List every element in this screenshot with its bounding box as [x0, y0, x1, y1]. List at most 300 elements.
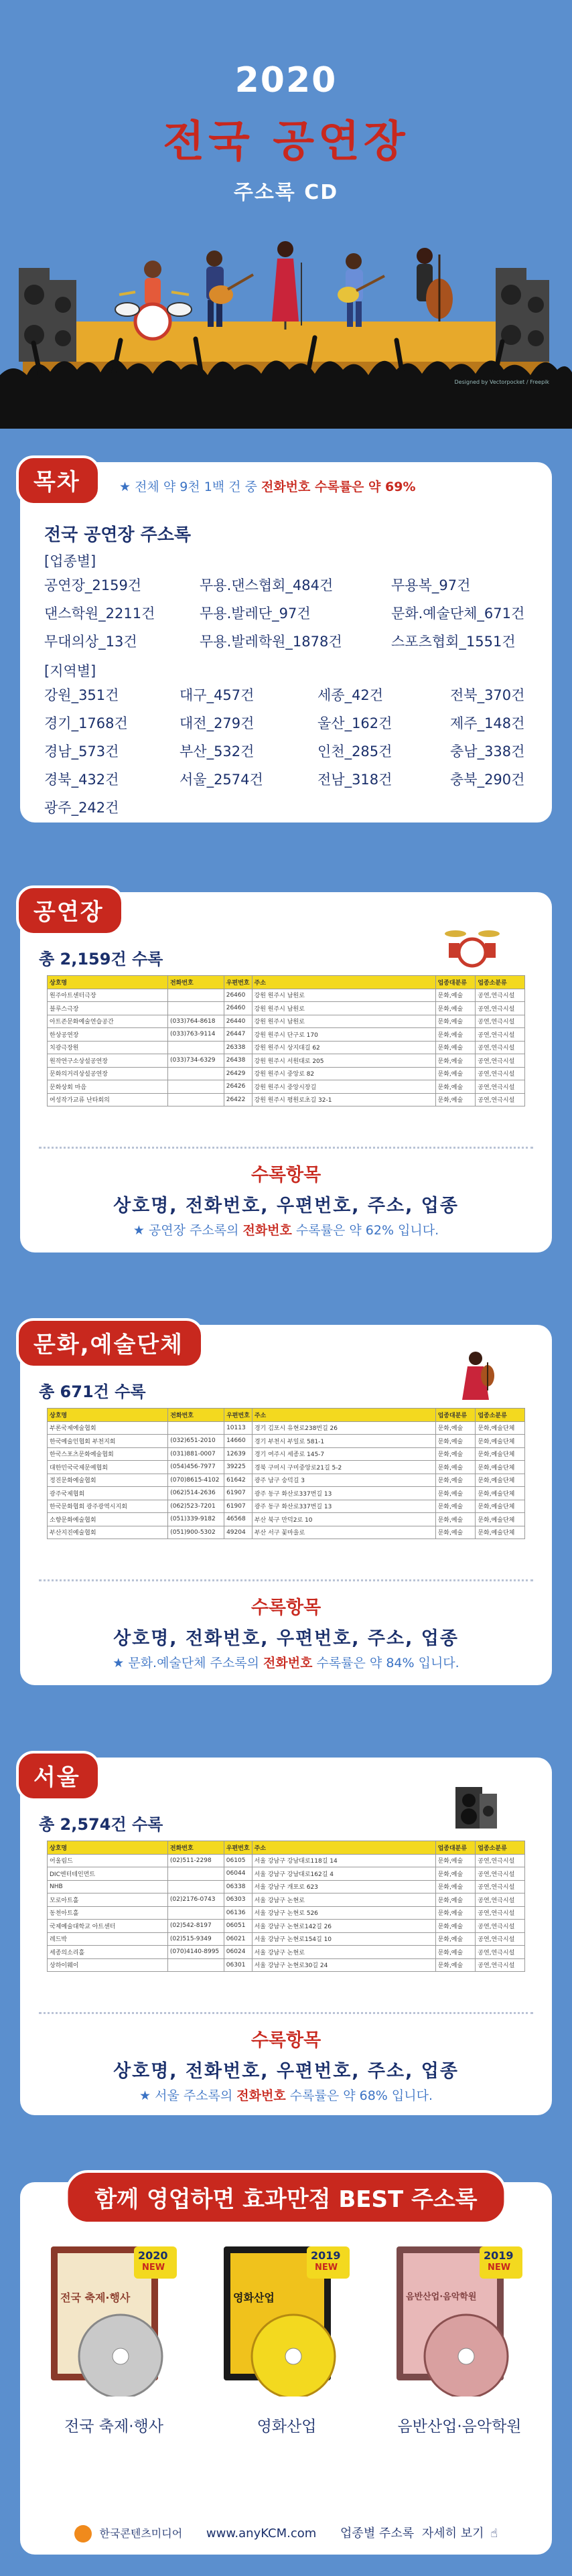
table-cell: 서울 강남구 논현로 526 — [252, 1906, 435, 1920]
toc-type-item: 무대의상_13건 — [44, 634, 137, 650]
table-cell: 공연,연극시설 — [476, 1067, 525, 1080]
table-cell — [167, 1880, 224, 1893]
table-header-row — [48, 1409, 525, 1422]
table-cell — [167, 1041, 224, 1054]
table-cell: 동천아트홀 — [48, 1906, 168, 1920]
table-cell: 문화,예술단체 — [476, 1421, 525, 1435]
product-label: 음반산업·음악학원 — [397, 2418, 522, 2435]
table-cell: 26438 — [224, 1054, 252, 1068]
table-cell: 문화,예술 — [435, 1920, 476, 1933]
table-cell: 49204 — [224, 1526, 253, 1539]
table-cell: 문화의거리상설공연장 — [48, 1067, 168, 1080]
col-header: 업종소분류 — [476, 1841, 525, 1855]
toc-section — [20, 462, 552, 822]
section-tag: 공연장 — [16, 885, 124, 936]
table-cell: 문화,예술단체 — [476, 1500, 525, 1513]
table-cell: 부론국제예술협회 — [48, 1421, 168, 1435]
col-header: 업종소분류 — [476, 976, 525, 989]
table-cell: 공연,연극시설 — [476, 1028, 525, 1042]
toc-region-item: 울산_162건 — [317, 715, 392, 731]
table-cell: 문화,예술 — [435, 989, 476, 1002]
table-cell: 부산 북구 만덕2로 10 — [252, 1513, 435, 1526]
toc-region-item: 제주_148건 — [450, 715, 525, 731]
speaker-icon — [453, 1784, 500, 1831]
table-cell: 문화,예술 — [435, 1002, 476, 1015]
toc-region-item: 강원_351건 — [44, 687, 119, 703]
table-cell: (02)511-2298 — [167, 1854, 224, 1867]
table-row — [48, 1946, 525, 1959]
table-cell: NHB — [48, 1880, 168, 1893]
table-row — [48, 1487, 525, 1500]
toc-region-item: 충남_338건 — [450, 743, 525, 760]
table-cell: 부산 서구 꽃마을로 — [252, 1526, 435, 1539]
col-header: 업종대분류 — [435, 1841, 476, 1855]
product-card[interactable] — [392, 2242, 526, 2396]
table-cell: 문화,예술 — [435, 1421, 476, 1435]
drum-set-icon — [442, 922, 502, 969]
table-row — [48, 1474, 525, 1487]
table-cell: 원작연구소상설공연장 — [48, 1054, 168, 1068]
table-cell: 공연,연극시설 — [476, 1946, 525, 1959]
col-header: 우편번호 — [224, 976, 252, 989]
note-text: 수록률은 약 68% 입니다. — [285, 2088, 433, 2103]
table-row — [48, 1447, 525, 1461]
toc-tag: 목차 — [16, 455, 100, 506]
toc-type-item: 무용.댄스협회_484건 — [200, 577, 334, 593]
table-row — [48, 1854, 525, 1867]
product-cover-title: 음반산업·음악학원 — [406, 2292, 477, 2302]
toc-region-item: 서울_2574건 — [180, 772, 263, 788]
table-cell: 06051 — [224, 1920, 252, 1933]
toc-type-item: 댄스학원_2211건 — [44, 605, 155, 622]
table-cell: 강원 원주시 남원로 — [252, 989, 435, 1002]
table-cell — [167, 989, 224, 1002]
table-cell: 문화,예술 — [435, 1893, 476, 1907]
table-cell: 공연,연극시설 — [476, 1093, 525, 1106]
table-cell: 광주국제협회 — [48, 1487, 168, 1500]
table-row — [48, 1500, 525, 1513]
table-cell: 강원 원주시 중앙시장길 — [252, 1080, 435, 1094]
col-header: 전화번호 — [168, 1409, 224, 1422]
table-cell: (070)8615-4102 — [168, 1474, 224, 1487]
hero-banner — [0, 0, 572, 429]
toc-region-item: 인천_285건 — [317, 743, 392, 760]
table-cell — [167, 1906, 224, 1920]
section-tag: 문화,예술단체 — [16, 1318, 204, 1368]
table-cell: 공연,연극시설 — [476, 1932, 525, 1946]
details-link[interactable]: 자세히 보기 — [421, 2526, 484, 2541]
table-row — [48, 1093, 525, 1106]
product-card[interactable] — [220, 2242, 354, 2396]
items-title: 수록항목 — [251, 2030, 321, 2051]
best-banner: 함께 영업하면 효과만점 BEST 주소록 — [65, 2170, 506, 2224]
table-cell: 10113 — [224, 1421, 253, 1435]
table-cell: 경북 구미시 구미중앙로21길 5-2 — [252, 1461, 435, 1474]
toc-region-item: 세종_42건 — [317, 687, 384, 703]
toc-region-item: 경기_1768건 — [44, 715, 128, 731]
table-cell: 강원 원주시 남원로 — [252, 1002, 435, 1015]
items-note — [20, 1220, 552, 1238]
section-venues — [20, 892, 552, 1253]
toc-type-item: 공연장_2159건 — [44, 577, 142, 593]
table-cell: 문화,예술 — [435, 1932, 476, 1946]
col-header: 전화번호 — [167, 976, 224, 989]
section-count: 총 2,574건 수록 — [39, 1815, 163, 1834]
table-cell: 문화,예술단체 — [476, 1435, 525, 1448]
hero-subtitle: 주소록 CD — [233, 181, 339, 204]
footer — [20, 2524, 552, 2543]
table-cell: 서울 강남구 강남대로162길 4 — [252, 1867, 435, 1881]
table-cell: 치광극장원 — [48, 1041, 168, 1054]
table-cell: 경기 부천시 부일로 581-1 — [252, 1435, 435, 1448]
note-text: 수록률은 약 62% 입니다. — [291, 1223, 439, 1238]
table-cell: 06301 — [224, 1958, 252, 1972]
section-arts-groups — [20, 1325, 552, 1685]
table-cell: 문화,예술 — [435, 1080, 476, 1094]
table-cell: 26429 — [224, 1067, 252, 1080]
section-tag: 서울 — [16, 1751, 100, 1801]
table-cell: (051)339-9182 — [168, 1513, 224, 1526]
note-text: 수록률은 약 84% 입니다. — [312, 1656, 459, 1670]
table-cell: (070)4140-8995 — [167, 1946, 224, 1959]
table-cell: 06105 — [224, 1854, 252, 1867]
table-cell: (033)734-6329 — [167, 1054, 224, 1068]
table-cell: 46568 — [224, 1513, 253, 1526]
items-list: 상호명, 전화번호, 우편번호, 주소, 업종 — [113, 2061, 459, 2082]
table-row — [48, 1880, 525, 1893]
table-cell: (031)881-0007 — [168, 1447, 224, 1461]
table-cell: 원주아트센터극장 — [48, 989, 168, 1002]
toc-region-item: 대구_457건 — [180, 687, 255, 703]
table-cell: 공연,연극시설 — [476, 1880, 525, 1893]
table-cell: 문화,예술 — [435, 1880, 476, 1893]
table-row — [48, 1867, 525, 1881]
col-header: 주소 — [252, 1409, 435, 1422]
toc-type-grid — [44, 575, 565, 651]
toc-note-bold: 전화번호 수록률은 약 69% — [261, 480, 416, 494]
hero-year: 2020 — [234, 60, 338, 100]
table-cell: 한국예술인협회 부천지회 — [48, 1435, 168, 1448]
table-cell — [168, 1421, 224, 1435]
divider — [39, 2012, 533, 2014]
table-cell: 06021 — [224, 1932, 252, 1946]
product-label: 전국 축제·행사 — [64, 2418, 163, 2435]
table-cell: 문화,예술단체 — [476, 1474, 525, 1487]
table-cell: 광주 동구 화산로337번길 13 — [252, 1500, 435, 1513]
table-cell: (033)763-9114 — [167, 1028, 224, 1042]
col-header: 상호명 — [48, 976, 168, 989]
table-cell: 강원 원주시 남원로 — [252, 1015, 435, 1028]
table-cell: 공연,연극시설 — [476, 1854, 525, 1867]
table-row — [48, 1958, 525, 1972]
table-cell: (062)514-2636 — [168, 1487, 224, 1500]
table-cell: 문화,예술 — [435, 1093, 476, 1106]
toc-region-item: 전북_370건 — [450, 687, 525, 703]
table-cell: 레드박 — [48, 1932, 168, 1946]
table-row — [48, 1041, 525, 1054]
table-cell: 공연,연극시설 — [476, 989, 525, 1002]
toc-type-item: 무용.발레학원_1878건 — [200, 634, 342, 650]
table-cell: (02)2176-0743 — [167, 1893, 224, 1907]
table-cell — [167, 1093, 224, 1106]
table-cell: 서울 강남구 논현로142길 26 — [252, 1920, 435, 1933]
table-cell: 문화상회 마음 — [48, 1080, 168, 1094]
table-cell: (032)651-2010 — [168, 1435, 224, 1448]
product-badge: NEW — [488, 2263, 511, 2273]
table-cell: 상하이웨이 — [48, 1958, 168, 1972]
table-header-row — [48, 1841, 525, 1855]
table-cell: 61907 — [224, 1487, 253, 1500]
toc-title: 전국 공연장 주소록 — [44, 525, 192, 545]
table-cell: 61642 — [224, 1474, 253, 1487]
table-header-row — [48, 976, 525, 989]
note-highlight: 전화번호 — [242, 1223, 292, 1238]
table-cell: 문화,예술 — [435, 1435, 476, 1448]
table-row — [48, 1526, 525, 1539]
table-cell: 부산지진예술협회 — [48, 1526, 168, 1539]
table-row — [48, 1435, 525, 1448]
col-header: 업종대분류 — [435, 1409, 476, 1422]
product-cover-title: 전국 축제·행사 — [60, 2291, 131, 2304]
product-year: 2019 — [484, 2249, 514, 2262]
table-cell: (02)542-8197 — [167, 1920, 224, 1933]
table-cell: 문화,예술단체 — [476, 1526, 525, 1539]
table-cell: 06303 — [224, 1893, 252, 1907]
table-cell: 정진문화예술협회 — [48, 1474, 168, 1487]
table-cell: 서울 강남구 개포로 623 — [252, 1880, 435, 1893]
toc-note — [119, 477, 415, 495]
table-cell: 문화,예술 — [435, 1028, 476, 1042]
table-cell: 서울 강남구 논현로 — [252, 1946, 435, 1959]
divider — [39, 1579, 533, 1581]
col-header: 업종소분류 — [476, 1409, 525, 1422]
table-cell: 강원 원주시 평원로초길 32-1 — [252, 1093, 435, 1106]
table-cell: 12639 — [224, 1447, 253, 1461]
company-logo-icon — [74, 2525, 92, 2543]
table-cell: (062)523-7201 — [168, 1500, 224, 1513]
table-cell — [167, 1958, 224, 1972]
table-cell — [167, 1080, 224, 1094]
table-cell: 강원 원주시 상지대길 62 — [252, 1041, 435, 1054]
table-cell: 문화,예술단체 — [476, 1513, 525, 1526]
toc-type-item: 무용.발레단_97건 — [200, 605, 311, 622]
table-cell: 문화,예술 — [435, 1958, 476, 1972]
table-cell: 26460 — [224, 1002, 252, 1015]
table-cell: 소향문화예술협회 — [48, 1513, 168, 1526]
table-cell: (02)515-9349 — [167, 1932, 224, 1946]
product-card[interactable] — [47, 2242, 181, 2396]
table-cell: 공연,연극시설 — [476, 1893, 525, 1907]
table-cell: 광주 남구 숭덕길 3 — [252, 1474, 435, 1487]
table-cell: DIC엔터테인먼트 — [48, 1867, 168, 1881]
table-cell: 강원 원주시 단구로 170 — [252, 1028, 435, 1042]
note-highlight: 전화번호 — [236, 2088, 286, 2103]
col-header: 상호명 — [48, 1841, 168, 1855]
table-row — [48, 1080, 525, 1094]
table-cell: 문화,예술 — [435, 1015, 476, 1028]
toc-by-region-label: [지역별] — [44, 663, 96, 679]
table-cell: 26422 — [224, 1093, 252, 1106]
table-cell: 공연,연극시설 — [476, 1015, 525, 1028]
sample-table — [47, 975, 525, 1106]
toc-type-item: 무용복_97건 — [391, 577, 471, 593]
table-cell: 강원 원주시 중앙로 82 — [252, 1067, 435, 1080]
col-header: 우편번호 — [224, 1409, 253, 1422]
table-cell: 여성작가교류 난타회의 — [48, 1093, 168, 1106]
table-cell: 한국문화협회 광주광역시지회 — [48, 1500, 168, 1513]
col-header: 주소 — [252, 1841, 435, 1855]
toc-type-item: 스포츠협회_1551건 — [391, 634, 516, 650]
table-cell: 서울 강남구 논현로154길 10 — [252, 1932, 435, 1946]
table-cell: 한상공연장 — [48, 1028, 168, 1042]
table-cell: 문화,예술 — [435, 1513, 476, 1526]
table-cell: 공연,연극시설 — [476, 1041, 525, 1054]
table-cell: 문화,예술단체 — [476, 1447, 525, 1461]
table-cell: 14660 — [224, 1435, 253, 1448]
table-cell: 세종의소리홀 — [48, 1946, 168, 1959]
table-cell — [167, 1867, 224, 1881]
table-cell: 아트존문화예술연습공간 — [48, 1015, 168, 1028]
table-cell: 문화,예술 — [435, 1946, 476, 1959]
table-cell: 공연,연극시설 — [476, 1920, 525, 1933]
category-link-prefix: 업종별 주소록 — [340, 2526, 415, 2541]
image-credit: Designed by Vectorpocket / Freepik — [454, 379, 549, 385]
items-note — [20, 2086, 552, 2104]
table-cell: 서울 강남구 논현로 — [252, 1893, 435, 1907]
table-cell: 서울 강남구 논현로30길 24 — [252, 1958, 435, 1972]
table-cell: 강원 원주시 서원대로 205 — [252, 1054, 435, 1068]
items-title: 수록항목 — [251, 1165, 321, 1186]
table-cell: (033)764-8618 — [167, 1015, 224, 1028]
table-cell: 문화,예술 — [435, 1854, 476, 1867]
table-cell: 문화,예술 — [435, 1500, 476, 1513]
table-cell: 문화,예술 — [435, 1054, 476, 1068]
toc-region-item: 부산_532건 — [180, 743, 255, 760]
product-badge: NEW — [142, 2263, 165, 2273]
table-cell: 39225 — [224, 1461, 253, 1474]
sample-table — [47, 1408, 525, 1539]
table-cell: 06024 — [224, 1946, 252, 1959]
table-row — [48, 1461, 525, 1474]
table-cell: 대한민국국제문예협회 — [48, 1461, 168, 1474]
table-cell: 26440 — [224, 1015, 252, 1028]
table-row — [48, 1015, 525, 1028]
table-cell: 문화,예술 — [435, 1867, 476, 1881]
toc-region-item: 대전_279건 — [180, 715, 255, 731]
product-label: 영화산업 — [257, 2418, 317, 2435]
col-header: 상호명 — [48, 1409, 168, 1422]
toc-note-prefix: ★ 전체 약 9천 1백 건 중 — [119, 480, 261, 494]
table-cell: 공연,연극시설 — [476, 1080, 525, 1094]
table-cell: 한국스포츠문화예술협회 — [48, 1447, 168, 1461]
table-cell: 공연,연극시설 — [476, 1906, 525, 1920]
col-header: 전화번호 — [167, 1841, 224, 1855]
table-cell: 국제예술대학교 아트센터 — [48, 1920, 168, 1933]
table-cell: 문화,예술 — [435, 1474, 476, 1487]
col-header: 주소 — [252, 976, 435, 989]
table-cell: (051)900-5302 — [168, 1526, 224, 1539]
section-seoul — [20, 1758, 552, 2115]
table-row — [48, 1002, 525, 1015]
table-row — [48, 1893, 525, 1907]
table-cell: 문화,예술단체 — [476, 1461, 525, 1474]
company-name: 한국콘텐츠미디어 — [99, 2527, 183, 2540]
concert-stage-illustration — [0, 0, 572, 429]
table-cell: 공연,연극시설 — [476, 1054, 525, 1068]
table-cell: 26447 — [224, 1028, 252, 1042]
table-row — [48, 989, 525, 1002]
note-text: ★ 공연장 주소록의 — [133, 1223, 243, 1238]
toc-region-item: 충북_290건 — [450, 772, 525, 788]
table-row — [48, 1054, 525, 1068]
items-list: 상호명, 전화번호, 우편번호, 주소, 업종 — [113, 1196, 459, 1216]
table-cell: 공연,연극시설 — [476, 1867, 525, 1881]
table-row — [48, 1067, 525, 1080]
table-cell: 모로아트홀 — [48, 1893, 168, 1907]
items-title: 수록항목 — [251, 1597, 321, 1618]
toc-by-type-label: [업종별] — [44, 553, 96, 569]
product-year: 2020 — [138, 2249, 168, 2262]
table-cell: 경기 김포시 유현로238번길 26 — [252, 1421, 435, 1435]
table-cell: 문화,예술 — [435, 1447, 476, 1461]
table-cell: 문화,예술 — [435, 1041, 476, 1054]
table-row — [48, 1906, 525, 1920]
table-cell: 광주 동구 화산로337번길 13 — [252, 1487, 435, 1500]
table-cell — [167, 1002, 224, 1015]
table-cell: 06136 — [224, 1906, 252, 1920]
toc-region-item: 경남_573건 — [44, 743, 119, 760]
table-cell: 문화,예술 — [435, 1487, 476, 1500]
hero-title: 전국 공연장 — [163, 117, 409, 167]
section-count: 총 671건 수록 — [39, 1382, 146, 1401]
table-cell: 26426 — [224, 1080, 252, 1094]
product-cover-title: 영화산업 — [233, 2291, 275, 2304]
col-header: 우편번호 — [224, 1841, 252, 1855]
section-count: 총 2,159건 수록 — [39, 950, 163, 969]
table-cell: 문화,예술단체 — [476, 1487, 525, 1500]
table-cell: 어울림드 — [48, 1854, 168, 1867]
table-cell: 06338 — [224, 1880, 252, 1893]
items-note — [20, 1653, 552, 1671]
table-cell: 문화,예술 — [435, 1067, 476, 1080]
table-cell: 문화,예술 — [435, 1526, 476, 1539]
table-row — [48, 1421, 525, 1435]
company-url[interactable]: www.anyKCM.com — [206, 2526, 317, 2541]
table-row — [48, 1028, 525, 1042]
table-cell: 공연,연극시설 — [476, 1958, 525, 1972]
table-row — [48, 1513, 525, 1526]
col-header: 업종대분류 — [435, 976, 476, 989]
table-cell: 서울 강남구 강남대로118길 14 — [252, 1854, 435, 1867]
violinist-icon — [455, 1349, 502, 1403]
note-text: ★ 서울 주소록의 — [139, 2088, 237, 2103]
table-cell: 06044 — [224, 1867, 252, 1881]
table-cell: 공연,연극시설 — [476, 1002, 525, 1015]
hand-pointer-icon: ☝ — [490, 2526, 498, 2541]
table-row — [48, 1920, 525, 1933]
table-cell — [167, 1067, 224, 1080]
table-row — [48, 1932, 525, 1946]
note-highlight: 전화번호 — [263, 1656, 313, 1670]
table-cell: 26460 — [224, 989, 252, 1002]
table-cell: 61907 — [224, 1500, 253, 1513]
sample-table — [47, 1841, 525, 1972]
table-cell: 블루스극장 — [48, 1002, 168, 1015]
toc-region-item: 경북_432건 — [44, 772, 119, 788]
table-cell: (054)456-7977 — [168, 1461, 224, 1474]
best-section — [20, 2182, 552, 2555]
toc-region-grid — [44, 685, 571, 817]
